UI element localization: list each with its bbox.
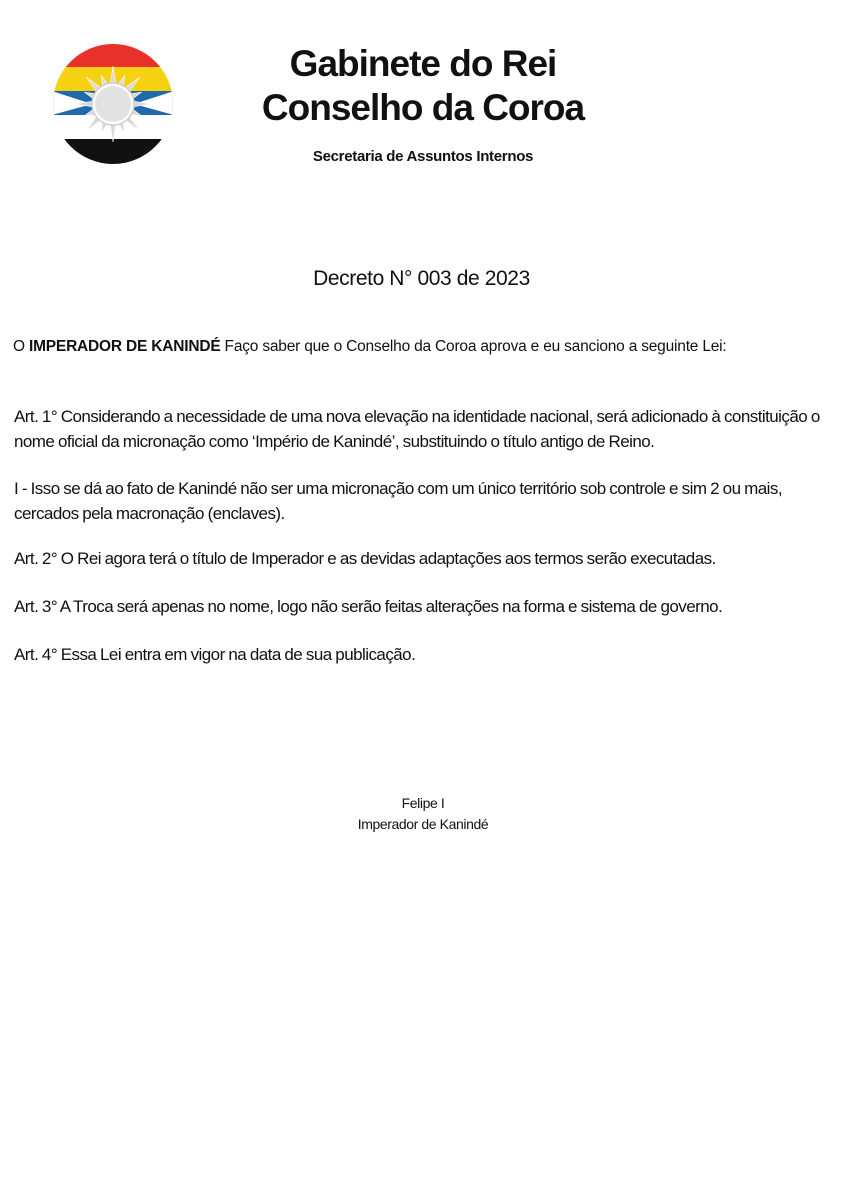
article-1: Art. 1° Considerando a necessidade de uma nova elevação na identidade nacional, será adicionado à constituição o nome oficial da micronação como ‘Império de Kanindé’, substituindo o título antigo de Reino. [14,407,820,451]
title-line-2: Conselho da Coroa [261,87,585,128]
sun-flag-emblem-icon [52,43,174,165]
signature-name: Felipe I [401,795,445,811]
subtitle: Secretaria de Assuntos Internos [312,148,534,165]
article-4: Art. 4° Essa Lei entra em vigor na data de sua publicação. [14,645,416,664]
decree-title: Decreto N° 003 de 2023 [313,267,530,290]
signature-title: Imperador de Kanindé [357,816,489,832]
article-1-item-i: I - Isso se dá ao fato de Kanindé não ser uma micronação com um único território sob controle e sim 2 ou mais, cercados pela macronação (enclaves). [14,479,783,523]
title-line-1: Gabinete do Rei [289,43,557,84]
preamble [13,338,833,356]
article-3: Art. 3° A Troca será apenas no nome, logo não serão feitas alterações na forma e sistema de governo. [14,597,723,616]
preamble-prefix: O [13,338,29,355]
article-2: Art. 2° O Rei agora terá o título de Imperador e as devidas adaptações aos termos serão executadas. [14,549,716,568]
preamble-bold: IMPERADOR DE KANINDÉ [28,338,221,355]
preamble-text: Faço saber que o Conselho da Coroa aprova e eu sanciono a seguinte Lei: [220,338,727,355]
